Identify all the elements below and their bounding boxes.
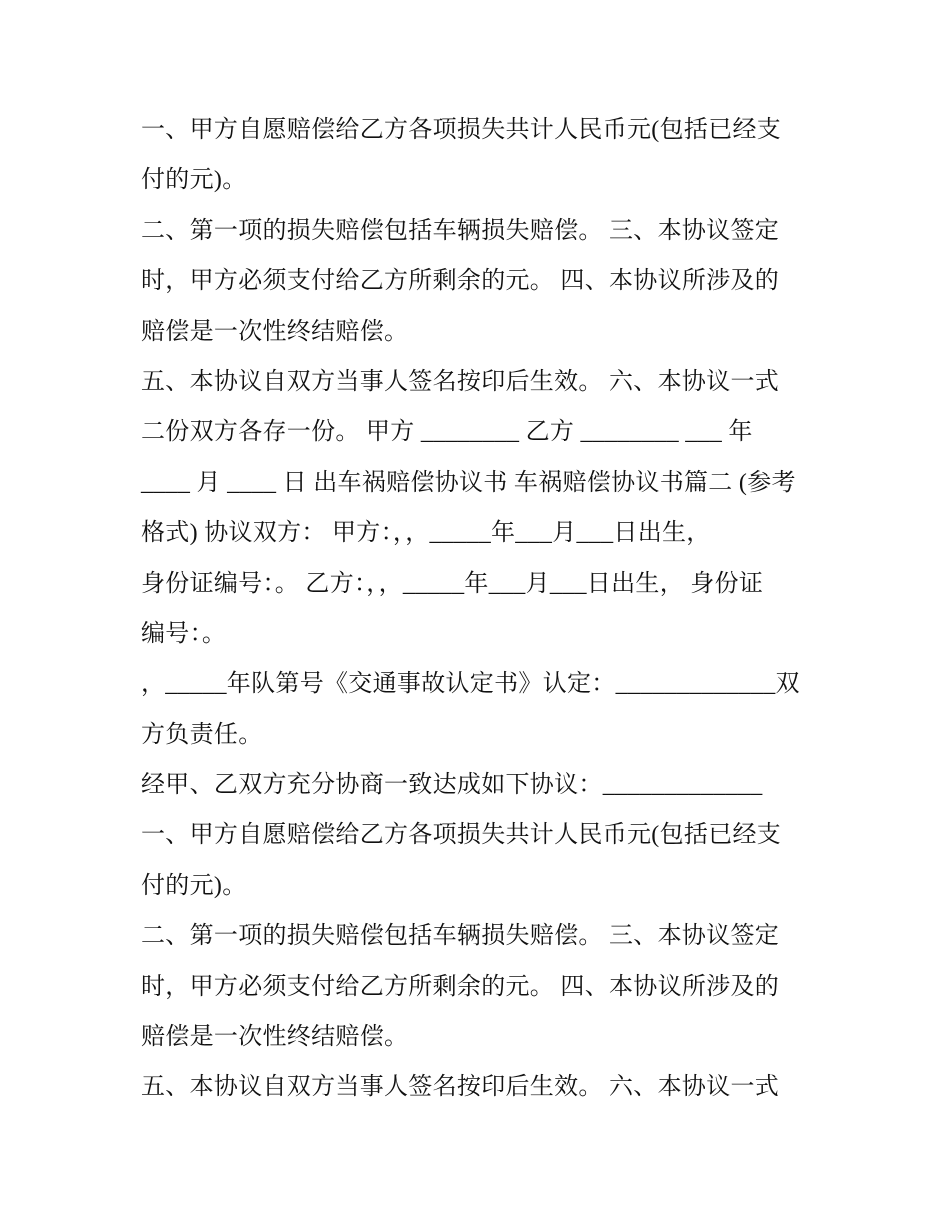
text-line: 赔偿是一次性终结赔偿。 (141, 318, 409, 345)
text-line: 时，甲方必须支付给乙方所剩余的元。 四、本协议所涉及的 (141, 973, 780, 1000)
text-line: 经甲、乙双方充分协商一致达成如下协议：_____________ (141, 772, 763, 799)
text-line: ____ 月 ____ 日 出车祸赔偿协议书 车祸赔偿协议书篇二 (参考 (141, 469, 796, 496)
text-line: 一、甲方自愿赔偿给乙方各项损失共计人民币元(包括已经支 (141, 822, 782, 849)
text-line: 付的元)。 (141, 167, 247, 194)
document-page (141, 105, 811, 1113)
text-line: 编号：。 (141, 620, 227, 647)
text-line: 一、甲方自愿赔偿给乙方各项损失共计人民币元(包括已经支 (141, 117, 782, 143)
text-line: 二、第一项的损失赔偿包括车辆损失赔偿。 三、本协议签定 (141, 217, 780, 244)
text-line: 格式) 协议双方： 甲方：，，_____年___月___日出生， (141, 520, 711, 547)
text-line: ，_____年队第号《交通事故认定书》认定：_____________双 (141, 671, 800, 698)
text-line: 五、本协议自双方当事人签名按印后生效。 六、本协议一式 (141, 368, 780, 395)
text-line: 五、本协议自双方当事人签名按印后生效。 六、本协议一式 (141, 1074, 780, 1101)
text-line: 付的元)。 (141, 872, 247, 899)
text-line: 时，甲方必须支付给乙方所剩余的元。 四、本协议所涉及的 (141, 268, 780, 295)
text-line: 方负责任。 (141, 721, 263, 748)
text-line: 二、第一项的损失赔偿包括车辆损失赔偿。 三、本协议签定 (141, 923, 780, 950)
text-line: 身份证编号：。 乙方：，，_____年___月___日出生， 身份证 (141, 570, 764, 597)
text-line: 二份双方各存一份。 甲方 ________ 乙方 ________ ___ 年 (141, 419, 753, 446)
text-line: 赔偿是一次性终结赔偿。 (141, 1024, 409, 1051)
